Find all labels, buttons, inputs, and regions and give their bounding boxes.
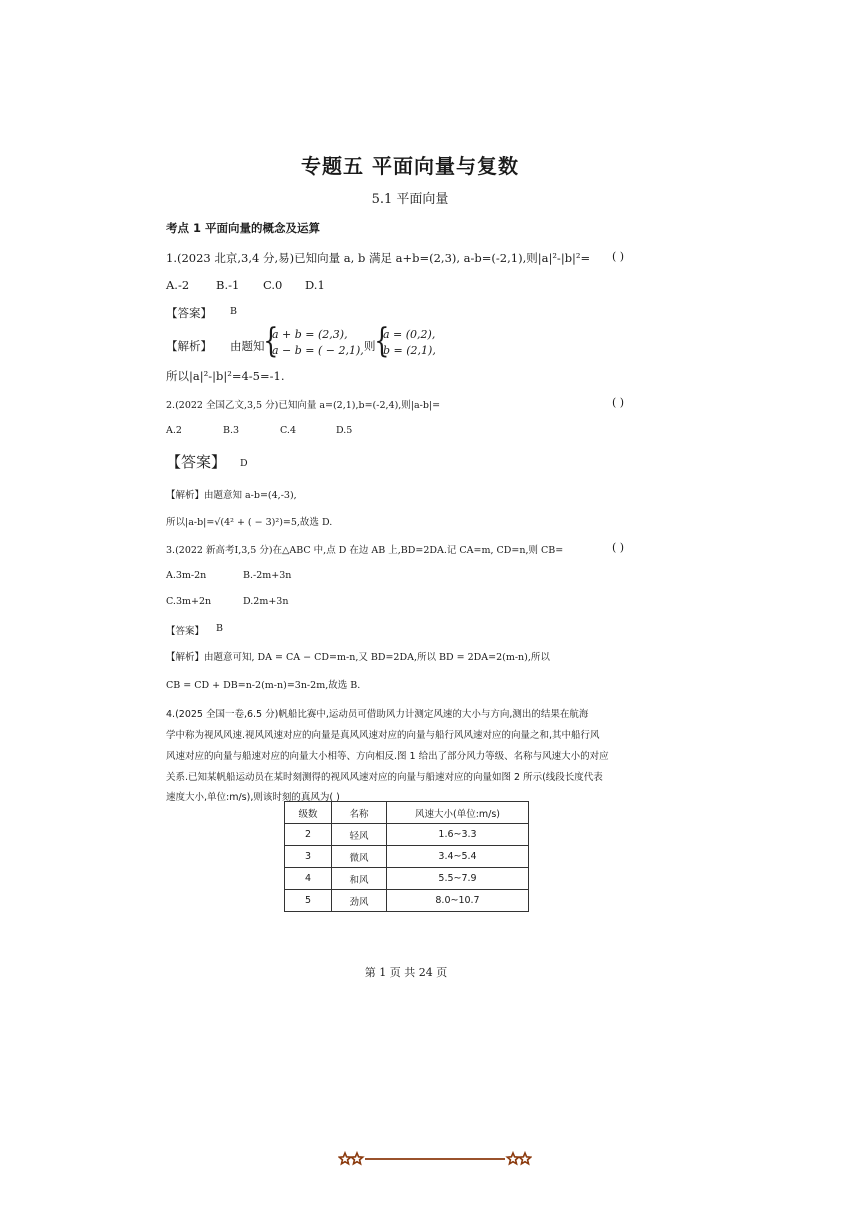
q4-line-4: 关系.已知某帆船运动员在某时刻测得的视风风速对应的向量与船速对应的向量如图 2 所示(线段长度代表: [166, 772, 603, 783]
q1-analysis-label: 【解析】: [166, 339, 212, 353]
table-cell: 3.4~5.4: [387, 846, 529, 868]
q1-answer-paren: ( ): [612, 250, 625, 263]
q4-line-3: 风速对应的向量与船速对应的向量大小相等、方向相反.图 1 给出了部分风力等级、名称与风速大小的对应: [166, 751, 609, 762]
table-cell: 微风: [332, 846, 387, 868]
wind-scale-table: [284, 801, 529, 912]
q3-stem: 3.(2022 新高考Ⅰ,3,5 分)在△ABC 中,点 D 在边 AB 上,BD=2DA.记 CA=m, CD=n,则 CB=: [166, 545, 564, 556]
table-cell: 轻风: [332, 824, 387, 846]
page-footer: 第 1 页 共 24 页: [364, 966, 448, 979]
table-row: [285, 846, 529, 868]
table-cell: 8.0~10.7: [387, 890, 529, 912]
q1-answer-label: 【答案】: [166, 306, 212, 320]
q2-option-d: D.5: [336, 425, 353, 436]
table-cell: 和风: [332, 868, 387, 890]
table-cell: 1.6~3.3: [387, 824, 529, 846]
q1-then: 则: [364, 339, 376, 353]
q1-system2-line2: b = (2,1),: [383, 344, 436, 357]
q1-option-c: C.0: [263, 278, 283, 292]
table-cell: 5: [285, 890, 332, 912]
q3-answer-paren: ( ): [612, 541, 625, 554]
q4-line-2: 学中称为视风风速.视风风速对应的向量是真风风速对应的向量与船行风风速对应的向量之和,其中船行风: [166, 730, 600, 741]
q3-analysis: 【解析】由题意可知, DA = CA − CD=m-n,又 BD=2DA,所以 BD = 2DA=2(m-n),所以: [166, 652, 550, 663]
table-cell: 2: [285, 824, 332, 846]
q2-answer-paren: ( ): [612, 396, 625, 409]
section-heading: 考点 1 平面向量的概念及运算: [166, 221, 321, 235]
q2-analysis: 【解析】由题意知 a-b=(4,-3),: [166, 490, 297, 501]
q1-option-a: A.-2: [166, 278, 190, 292]
q4-line-1: 4.(2025 全国一卷,6.5 分)帆船比赛中,运动员可借助风力计测定风速的大小与方向,测出的结果在航海: [166, 709, 589, 720]
table-row: [285, 868, 529, 890]
q2-answer-label: 【答案】: [166, 453, 227, 471]
table-cell: 劲风: [332, 890, 387, 912]
q3-answer-label: 【答案】: [166, 626, 205, 637]
q1-stem: 1.(2023 北京,3,4 分,易)已知向量 a, b 满足 a+b=(2,3), a-b=(-2,1),则|a|²-|b|²=: [166, 251, 591, 265]
q1-system1-line1: a + b = (2,3),: [272, 328, 348, 341]
q2-answer-value: D: [240, 458, 248, 469]
q3-option-a: A.3m-2n: [166, 570, 207, 581]
table-header-row: [285, 802, 529, 824]
q2-option-c: C.4: [280, 425, 296, 436]
table-row: [285, 824, 529, 846]
star-divider: [338, 1150, 532, 1168]
q3-option-c: C.3m+2n: [166, 596, 212, 607]
table-header-speed: 风速大小(单位:m/s): [387, 802, 529, 824]
q4-line-5: 速度大小,单位:m/s),则该时刻的真风为( ): [166, 792, 340, 803]
star-icon: [519, 1153, 530, 1164]
star-icon: [339, 1153, 350, 1164]
q1-conclusion: 所以|a|²-|b|²=4-5=-1.: [166, 369, 285, 383]
q1-system2-line1: a = (0,2),: [383, 328, 436, 341]
q3-conclusion: CB = CD + DB=n-2(m-n)=3n-2m,故选 B.: [166, 680, 361, 691]
left-brace-1: {: [263, 321, 279, 361]
table-cell: 3: [285, 846, 332, 868]
table-header-name: 名称: [332, 802, 387, 824]
page-title: 专题五 平面向量与复数: [301, 154, 519, 178]
q3-answer-value: B: [216, 623, 223, 634]
q1-analysis-lead: 由题知: [230, 339, 265, 353]
q1-option-b: B.-1: [216, 278, 240, 292]
page-subtitle: 5.1 平面向量: [371, 192, 449, 207]
q2-option-a: A.2: [166, 425, 182, 436]
q1-option-d: D.1: [305, 278, 325, 292]
q1-answer-value: B: [230, 306, 237, 317]
q1-system1-line2: a − b = ( − 2,1),: [272, 344, 364, 357]
table-cell: 5.5~7.9: [387, 868, 529, 890]
q2-option-b: B.3: [223, 425, 240, 436]
q3-option-b: B.-2m+3n: [243, 570, 292, 581]
table-header-level: 级数: [285, 802, 332, 824]
left-brace-2: {: [374, 321, 390, 361]
table-cell: 4: [285, 868, 332, 890]
table-row: [285, 890, 529, 912]
q2-conclusion: 所以|a-b|=√(4² + ( − 3)²)=5,故选 D.: [166, 517, 333, 528]
q3-option-d: D.2m+3n: [243, 596, 289, 607]
star-icon: [507, 1153, 518, 1164]
q2-stem: 2.(2022 全国乙文,3,5 分)已知向量 a=(2,1),b=(-2,4),则|a-b|=: [166, 400, 441, 411]
star-icon: [351, 1153, 362, 1164]
